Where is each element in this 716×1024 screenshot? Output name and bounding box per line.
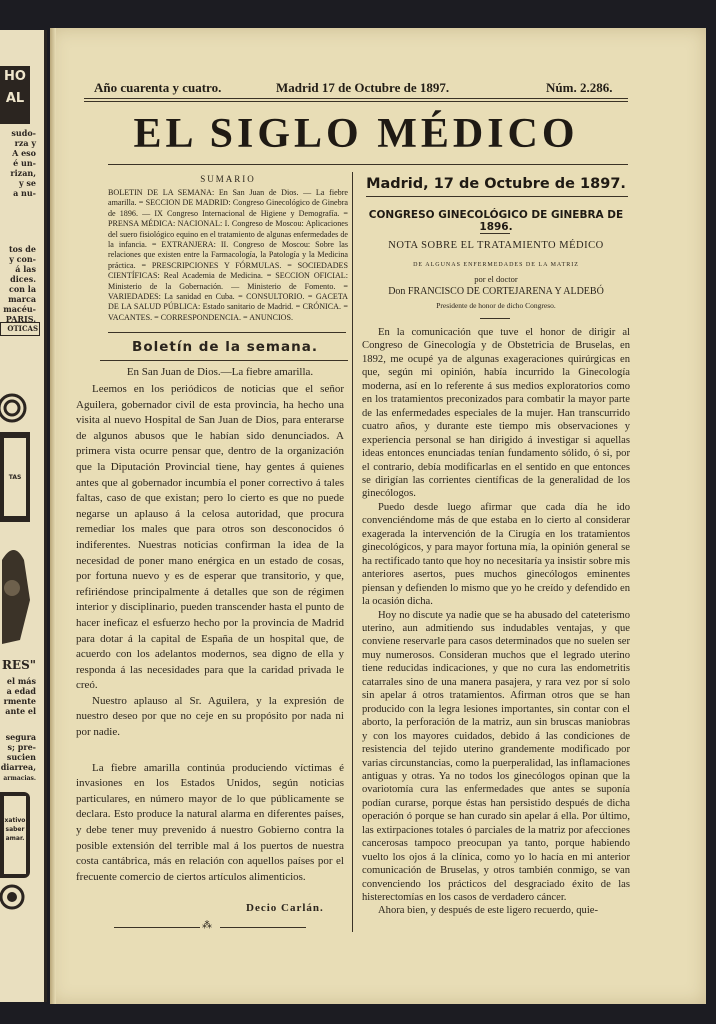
- prev-fragment: rza y: [14, 138, 36, 148]
- ad-box-top: [0, 66, 30, 124]
- header-rule: [84, 101, 628, 102]
- prev-fragment: amar.: [5, 835, 25, 842]
- header-rule: [84, 98, 628, 99]
- prev-fragment: dices.: [10, 274, 36, 284]
- end-rule-right: [220, 927, 306, 928]
- author-role: Presidente de honor de dicho Congreso.: [436, 301, 556, 310]
- prev-fragment: HO: [4, 69, 26, 84]
- sumario-heading: SUMARIO: [200, 174, 256, 184]
- boletin-subhead: [92, 365, 348, 379]
- prev-fragment: tos de: [8, 244, 36, 254]
- prev-fragment: AL: [5, 91, 25, 106]
- prev-fragment: macéu-: [3, 304, 36, 314]
- prev-fragment: segura: [5, 732, 36, 742]
- prev-fragment: armacias.: [3, 775, 36, 782]
- article-paragraph: Leemos en los periódicos de noticias que el señor Aguilera, gobernador civil de esta provincia, ha hecho una visita al nuevo Hospital de San Juan de Dios, para enterarse de algunos abusos que le habían sido denunciados. A primera vista ocurre pensar que, dentro de la organización que la Diputación Provincial tiene, hay gentes á quienes antes que al gobernador incumbía el poner correctivo á tales faltas, caso de que existan; pero lo cierto es que no puede negarse un aplauso á la celosa autoridad, que procura remediar los males que para otros son desconocidos ó indiferentes. Nuestras noticias confirman la idea de la necesidad de poner mano enérgica en un estado de cosas, por fortuna nuevo y es de esperar que transitorio, y que, refiriéndose principalmente á detalles que son de régimen interior y disciplinario, pueden transcender hasta el punto de hacer ineficaz el esfuerzo hecho por la provincia de Madrid para dotar á la capital de España de un hospital que, de acuerdo con los adelantos modernos, sea digno de ella y responda á las necesidades para que la caridad privada le creó.: [76, 383, 344, 692]
- author-rule: [480, 318, 510, 319]
- prev-fragment: y se: [18, 178, 36, 188]
- article-paragraph: En la comunicación que tuve el honor de dirigir al Congreso de Ginecología y de Obstetricia de Bruselas, en 1892, me ocupé ya de algunas exageraciones quirúrgicas en que, según mi opinión, había incurrido la Ginecología moderna, así en lo referente á sus medios exploratorios como en los tratamientos preconizados para combatir la mayor parte de las enfermedades especiales de la mujer. Han transcurrido cuatro años, y durante este tiempo mis observaciones y experiencia personal se han dirigido á investigar si aquellas ideas entonces enunciadas tenían fundamento sólido, ó si, por el contrario, debía modificarlas en el sentido en que entonces se dirigían las corrientes científicas de la generalidad de los ginecólogos.: [362, 327, 630, 500]
- article-paragraph: La fiebre amarilla continúa produciendo víctimas é invasiones en los Estados Unidos, según noticias particulares, en número mayor de lo que públicamente se declara. Esto produce la natural alarma en diferentes países, y debe tener muy prevenido á nuestro Gobierno contra la posible extensión del terrible mal á los puertos de nuestra costa cantábrica, más en relación con aquellos países por el frecuente comercio de ciertos artículos alimenticios.: [76, 761, 344, 883]
- end-ornament-icon: ⁂: [202, 920, 212, 931]
- prev-fragment: sudo-: [11, 128, 36, 138]
- prev-fragment: ante el: [5, 706, 36, 716]
- boletin-subhead-text: En San Juan de Dios.—La fiebre amarilla.: [126, 366, 314, 378]
- prev-fragment: el más: [6, 676, 36, 686]
- engraving-figure-icon: [0, 540, 36, 650]
- prev-fragment: y con-: [9, 254, 36, 264]
- ad-bottle-box: [0, 792, 30, 878]
- note-subtitle: DE ALGUNAS ENFERMEDADES DE LA MATRIZ: [413, 262, 579, 268]
- prev-fragment: é un-: [13, 158, 36, 168]
- prev-fragment: saber: [5, 826, 25, 833]
- prev-fragment: á las: [15, 264, 36, 274]
- spiral-ornament-icon: [0, 390, 30, 426]
- issue-date: Madrid 17 de Octubre de 1897.: [276, 80, 450, 95]
- ad-stamp-box: [0, 432, 30, 522]
- prev-fragment: OTICAS: [0, 322, 40, 336]
- masthead-title: EL SIGLO MÉDICO: [133, 111, 579, 157]
- author-name: Don FRANCISCO DE CORTEJARENA Y ALDEBÓ: [388, 286, 604, 297]
- previous-page-edge: [0, 30, 47, 1002]
- nota-body: [362, 326, 630, 918]
- article-paragraph: Ahora bien, y después de este ligero recuerdo, quie-: [378, 905, 599, 917]
- prev-fragment: a edad: [6, 686, 36, 696]
- article-paragraph: Nuestro aplauso al Sr. Aguilera, y la expresión de nuestro deseo por que no ceje en su propósito por nada ni por nadie.: [76, 694, 344, 739]
- article-paragraph: Puedo desde luego afirmar que cada día he ido convenciéndome más de que estaba en lo cierto al considerar exagerada la intervención de la Cirugía en los tratamientos ginecológicos, y para mayor fortuna mía, la opinión general se ha rectificado tanto que hoy no necesitaría ya insistir sobre mis anteriores asertos, pues muchos ginecólogos eminentes piensan y defienden lo mismo que yo he creído y defendido en la ocasión dicha.: [362, 501, 630, 608]
- end-rule-left: [114, 927, 200, 928]
- prev-fragment: RES": [1, 658, 36, 672]
- prev-fragment: TAS: [4, 438, 26, 516]
- issue-number: Núm. 2.286.: [546, 80, 613, 95]
- date-heading: Madrid, 17 de Octubre de 1897.: [366, 176, 626, 192]
- prev-fragment: con la: [8, 284, 36, 294]
- prev-fragment: xativo: [4, 817, 26, 824]
- spiral-ornament-icon: [0, 882, 36, 912]
- boletin-body: [76, 382, 344, 885]
- article-paragraph: Hoy no discute ya nadie que se ha abusado del cateterismo uterino, aun admitiendo sus indudables ventajas, y que conviene reservarle para casos determinados que no suelen ser muy numerosos. Consideran muchos que el legrado uterino tiene reducidas indicaciones, y que no cura las endometritis catarrales sino de una manera pasajera, y rara vez por sí solo sin apelar á otros tratamientos. Afirman otros que se han producido con la legra lesiones importantes, sin contar con el aborto, la perforación de la matriz, aun sin bruscas maniobras y con los mayores cuidados, debido á las condiciones de resistencia del tejido uterino grandemente modificado por varias circunstancias, como la puerperalidad, las inflamaciones antiguas y otras. Ya no todos los ginecólogos opinan que la ovariotomía cura las enfermedades que antes se suponía podían curarse, porque éstas han persistido después de dicha operación ó porque se han curado sin apelar á ella. Por último, las extirpaciones totales ó parciales de la matriz por afecciones cancerosas tampoco preocupan ya tanto, porque habiendo vuelto los ojos á la clínica, como yo lo hacía en mi anterior comunicación de Bruselas, y otros también conmigo, se van convenciendo los prácticos del desgraciado éxito de las histerectomías en los casos de verdadero cáncer.: [362, 609, 630, 904]
- title-rule: [480, 233, 510, 234]
- page-gutter-shadow: [50, 28, 56, 1004]
- prev-fragment: sucien: [6, 752, 36, 762]
- prev-fragment: s; pre-: [7, 742, 36, 752]
- prev-fragment: A eso: [12, 148, 36, 158]
- boletin-title: Boletín de la semana.: [132, 339, 318, 355]
- column-divider: [352, 172, 353, 932]
- boletin-rule: [100, 360, 348, 361]
- year-label: Año cuarenta y cuatro.: [94, 80, 222, 95]
- prev-fragment: rizan,: [10, 168, 36, 178]
- sumario-rule: [108, 332, 346, 333]
- prev-fragment: diarrea,: [0, 762, 36, 772]
- by-line: por el doctor: [474, 274, 518, 284]
- congress-title: CONGRESO GINECOLÓGICO DE GINEBRA DE 1896.: [368, 209, 624, 233]
- prev-fragment: PARIS.: [5, 314, 36, 324]
- sumario-text: BOLETIN DE LA SEMANA: En San Juan de Dios. — La fiebre amarilla. = SECCION DE MADRID: Congreso Ginecológico de Ginebra de 1896. — IX Congreso Internacional de Higiene y Demografía. = PRENSA MÉDICA: NACIONAL: I. Congreso de Moscou: Aplicaciones del suero fisiológico equino en el tratamiento de algunas enfermedades de la infancia. = EXTRANJERA: II. Congreso de Moscou: Sobre las relaciones que existen entre la Farmacología, la Patología y la Medicina práctica. = PRESCRIPCIONES Y FÓRMULAS. = SOCIEDADES CIENTÍFICAS: Real Academia de Medicina. = SECCION OFICIAL: Ministerio de la Gobernación. — Ministerio de Fomento. = VARIEDADES: La sanidad en Cuba. = CONSULTORIO. = GACETA DE LA SALUD PÚBLICA: Estado sanitario de Madrid. = CRÓNICA. = VACANTES. = CORRESPONDENCIA. = ANUNCIOS.: [108, 188, 348, 322]
- date-rule: [366, 196, 628, 197]
- prev-fragment: rmente: [3, 696, 36, 706]
- note-title: NOTA SOBRE EL TRATAMIENTO MÉDICO: [388, 240, 604, 251]
- prev-fragment: marca: [8, 294, 36, 304]
- signature: Decio Carlán.: [246, 902, 324, 914]
- masthead-rule: [108, 164, 628, 165]
- prev-fragment: a nu-: [13, 188, 36, 198]
